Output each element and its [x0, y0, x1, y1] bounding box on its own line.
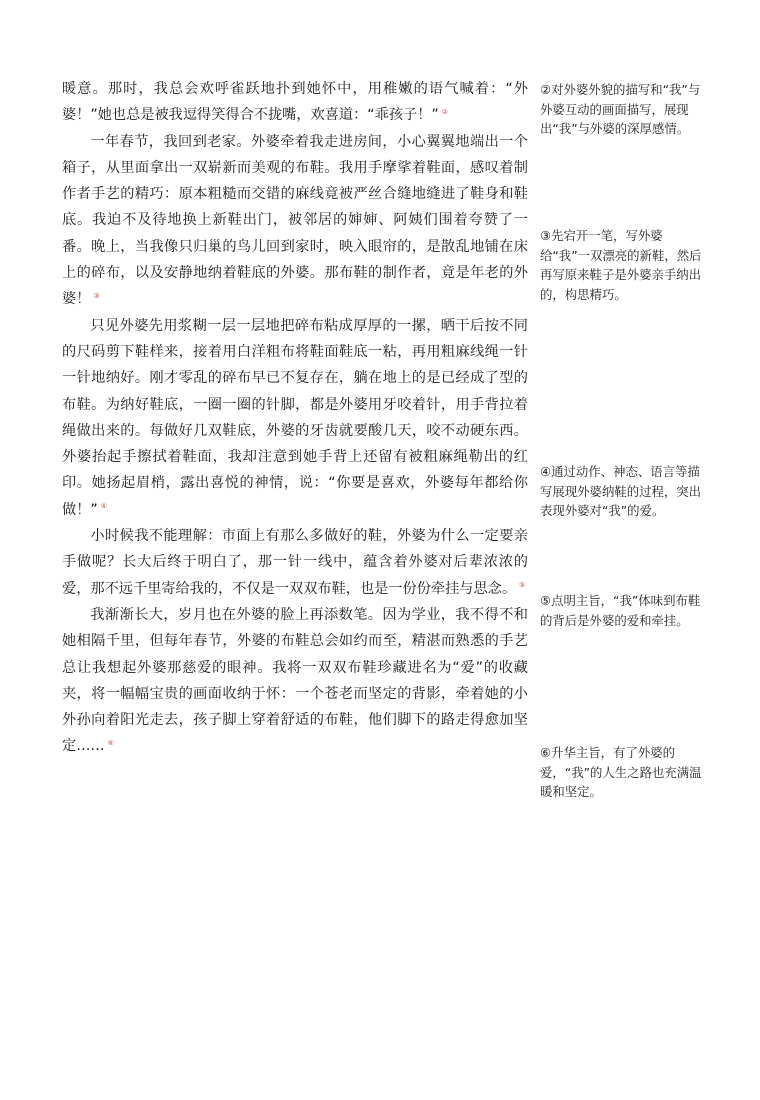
- paragraph-5: [62, 602, 528, 760]
- note-ref-4: ④: [100, 502, 108, 511]
- paragraph-3: [62, 313, 528, 523]
- paragraph-4: [62, 523, 528, 602]
- annotation-3: ③先宕开一笔，写外婆给“我”一双漂亮的新鞋，然后再写原来鞋子是外婆亲手纳出的，构思精巧。: [540, 228, 702, 302]
- paragraph-1: [62, 76, 528, 129]
- annotation-6: ⑥升华主旨，有了外婆的爱，“我”的人生之路也充满温暖和坚定。: [540, 745, 702, 799]
- annotation-5: ⑤点明主旨，“我”体味到布鞋的背后是外婆的爱和牵挂。: [540, 593, 701, 628]
- note-ref-6: ⑥: [107, 738, 114, 747]
- paragraph-5-text: 我渐渐长大，岁月也在外婆的脸上再添数笔。因为学业，我不得不和她相隔千里，但每年春节，外婆的布鞋总会如约而至，精湛而熟悉的手艺总让我想起外婆那慈爱的眼神。我将一双双布鞋珍藏进名为“爱”的收藏夹，将一幅幅宝贵的画面收纳于怀：一个苍老而坚定的背影，牵着她的小外孙向着阳光走去，孩子脚上穿着舒适的布鞋，他们脚下的路走得愈加坚定……: [62, 606, 528, 755]
- essay-body: [62, 76, 528, 760]
- annotation-4: ④通过动作、神态、语言等描写展现外婆纳鞋的过程，突出表现外婆对“我”的爱。: [540, 464, 702, 518]
- annotation-2: ②对外婆外貌的描写和“我”与外婆互动的画面描写，展现出“我”与外婆的深厚感情。: [540, 82, 701, 136]
- note-ref-3: ③: [93, 291, 100, 300]
- note-ref-5: ⑤: [519, 580, 526, 589]
- paragraph-4-text: 小时候我不能理解：市面上有那么多做好的鞋，外婆为什么一定要亲手做呢？长大后终于明白了，那一针一线中，蕴含着外婆对后辈浓浓的爱，那不远千里寄给我的，不仅是一双双布鞋，也是一份份牵挂与思念。: [62, 528, 528, 597]
- note-ref-2: ②: [441, 107, 449, 116]
- paragraph-1-text: 暖意。那时，我总会欢呼雀跃地扑到她怀中，用稚嫩的语气喊着：“外婆！”她也总是被我逗得笑得合不拢嘴，欢喜道：“乖孩子！”: [62, 81, 528, 124]
- paragraph-3-text: 只见外婆先用浆糊一层一层地把碎布粘成厚厚的一摞，晒干后按不同的尺码剪下鞋样来，接着用白洋粗布将鞋面鞋底一粘，再用粗麻线绳一针一针地纳好。刚才零乱的碎布早已不复存在，躺在地上的是已经成了型的布鞋。为纳好鞋底，一圈一圈的针脚，都是外婆用牙咬着针，用手背拉着绳做出来的。每做好几双鞋底，外婆的牙齿就要酸几天，咬不动硬东西。外婆抬起手擦拭着鞋面，我却注意到她手背上还留有被粗麻绳勒出的红印。她扬起眉梢，露出喜悦的神情，说：“你要是喜欢，外婆每年都给你做！”: [62, 317, 528, 518]
- paragraph-2: [62, 129, 528, 313]
- paragraph-2-text: 一年春节，我回到老家。外婆牵着我走进房间，小心翼翼地端出一个箱子，从里面拿出一双崭新而美观的布鞋。我用手摩挲着鞋面，感叹着制作者手艺的精巧：原本粗糙而交错的麻线竟被严丝合缝地缝进了鞋身和鞋底。我迫不及待地换上新鞋出门，被邻居的婶婶、阿姨们围着夸赞了一番。晚上，当我像只归巢的鸟儿回到家时，映入眼帘的，是散乱地铺在床上的碎布，以及安静地纳着鞋底的外婆。那布鞋的制作者，竟是年老的外婆！: [62, 133, 528, 308]
